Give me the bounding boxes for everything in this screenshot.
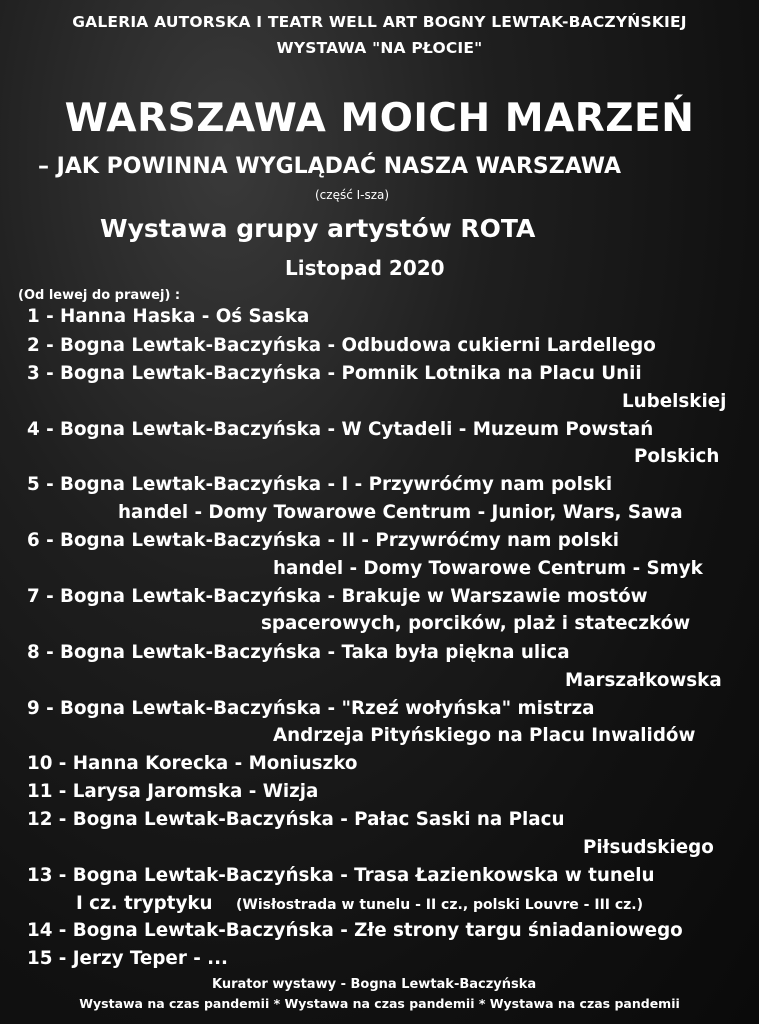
list-item-continuation: Lubelskiej [622, 391, 727, 412]
list-item: 5 - Bogna Lewtak-Baczyńska - I - Przywróćmy nam polski [27, 474, 613, 495]
list-intro: (Od lewej do prawej) : [18, 288, 181, 303]
pandemic-line: Wystawa na czas pandemii * Wystawa na czas pandemii * Wystawa na czas pandemii [79, 996, 680, 1011]
exhibition-date: Listopad 2020 [285, 256, 445, 280]
list-item: 14 - Bogna Lewtak-Baczyńska - Złe strony targu śniadaniowego [27, 920, 683, 941]
list-item-continuation: Piłsudskiego [583, 837, 714, 858]
list-item: 8 - Bogna Lewtak-Baczyńska - Taka była piękna ulica [27, 642, 570, 663]
list-item: 4 - Bogna Lewtak-Baczyńska - W Cytadeli - Muzeum Powstań [27, 419, 654, 440]
list-item: 7 - Bogna Lewtak-Baczyńska - Brakuje w Warszawie mostów [27, 586, 648, 607]
list-item: 3 - Bogna Lewtak-Baczyńska - Pomnik Lotnika na Placu Unii [27, 363, 642, 384]
header-line-2: WYSTAWA "NA PŁOCIE" [276, 39, 483, 57]
list-item: 2 - Bogna Lewtak-Baczyńska - Odbudowa cukierni Lardellego [27, 335, 656, 356]
exhibition-title: Wystawa grupy artystów ROTA [100, 214, 536, 243]
list-item: 11 - Larysa Jaromska - Wizja [27, 781, 319, 802]
list-item: 9 - Bogna Lewtak-Baczyńska - "Rzeź wołyńska" mistrza [27, 698, 595, 719]
main-title: WARSZAWA MOICH MARZEŃ [64, 96, 695, 141]
list-item-continuation: spacerowych, porcików, plaż i stateczków [261, 613, 691, 634]
list-item-continuation: handel - Domy Towarowe Centrum - Smyk [273, 558, 703, 579]
list-item: 6 - Bogna Lewtak-Baczyńska - II - Przywróćmy nam polski [27, 530, 619, 551]
list-item-continuation: handel - Domy Towarowe Centrum - Junior, Wars, Sawa [118, 502, 683, 523]
list-item-note: (Wisłostrada w tunelu - II cz., polski Louvre - III cz.) [236, 897, 644, 913]
list-item: 12 - Bogna Lewtak-Baczyńska - Pałac Saski na Placu [27, 809, 565, 830]
subtitle: – JAK POWINNA WYGLĄDAĆ NASZA WARSZAWA [38, 154, 622, 179]
list-item-continuation: Polskich [634, 446, 720, 467]
list-item: 1 - Hanna Haska - Oś Saska [27, 306, 310, 327]
list-item: 10 - Hanna Korecka - Moniuszko [27, 753, 358, 774]
list-item-continuation: Marszałkowska [565, 670, 722, 691]
part-label: (część I-sza) [315, 188, 390, 202]
curator-line: Kurator wystawy - Bogna Lewtak-Baczyńska [212, 977, 537, 992]
list-item: 13 - Bogna Lewtak-Baczyńska - Trasa Łazienkowska w tunelu [27, 865, 655, 886]
list-item: 15 - Jerzy Teper - ... [27, 948, 228, 969]
list-item-continuation: I cz. tryptyku [76, 893, 213, 914]
list-item-continuation: Andrzeja Pityńskiego na Placu Inwalidów [273, 725, 696, 746]
header-line-1: GALERIA AUTORSKA I TEATR WELL ART BOGNY LEWTAK-BACZYŃSKIEJ [72, 13, 687, 31]
